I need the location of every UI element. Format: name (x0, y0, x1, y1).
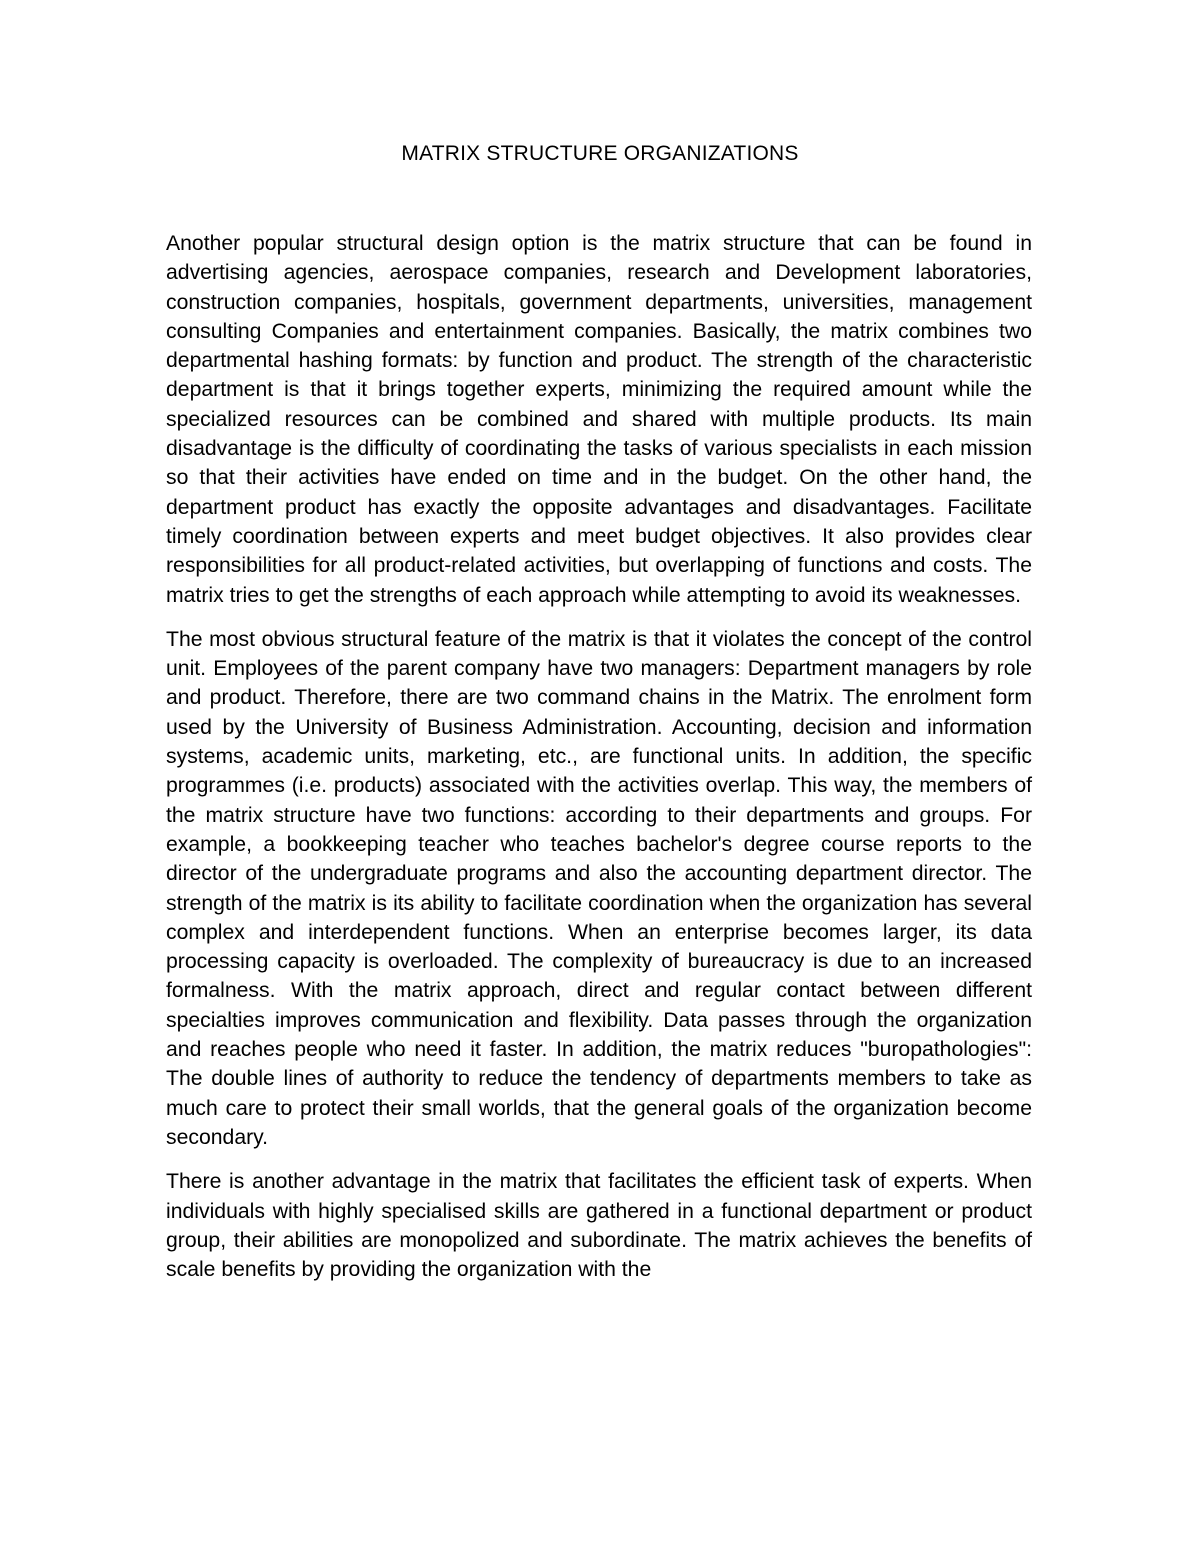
paragraph-2: The most obvious structural feature of the matrix is that it violates the concept of the control unit. Employees of the parent company have two managers: Department managers by role and product. Therefore, there are two command chains in the Matrix. The enrolment form used by the University of Business Administration. Accounting, decision and information systems, academic units, marketing, etc., are functional units. In addition, the specific programmes (i.e. products) associated with the activities overlap. This way, the members of the matrix structure have two functions: according to their departments and groups. For example, a bookkeeping teacher who teaches bachelor's degree course reports to the director of the undergraduate programs and also the accounting department director. The strength of the matrix is its ability to facilitate coordination when the organization has several complex and interdependent functions. When an enterprise becomes larger, its data processing capacity is overloaded. The complexity of bureaucracy is due to an increased formalness. With the matrix approach, direct and regular contact between different specialties improves communication and flexibility. Data passes through the organization and reaches people who need it faster. In addition, the matrix reduces "buropathologies": The double lines of authority to reduce the tendency of departments members to take as much care to protect their small worlds, that the general goals of the organization become secondary. (166, 627, 1032, 1149)
paragraph-3: There is another advantage in the matrix that facilitates the efficient task of experts. When individuals with highly specialised skills are gathered in a functional department or product group, their abilities are monopolized and subordinate. The matrix achieves the benefits of scale benefits by providing the organization with the (166, 1170, 1032, 1282)
document-title: MATRIX STRUCTURE ORGANIZATIONS (401, 142, 799, 165)
document-body (166, 229, 1032, 1299)
paragraph-1: Another popular structural design option is the matrix structure that can be found in advertising agencies, aerospace companies, research and Development laboratories, construction companies, hospitals, government departments, universities, management consulting Companies and entertainment companies. Basically, the matrix combines two departmental hashing formats: by function and product. The strength of the characteristic department is that it brings together experts, minimizing the required amount while the specialized resources can be combined and shared with multiple products. Its main disadvantage is the difficulty of coordinating the tasks of various specialists in each mission so that their activities have ended on time and in the budget. On the other hand, the department product has exactly the opposite advantages and disadvantages. Facilitate timely coordination between experts and meet budget objectives. It also provides clear responsibilities for all product-related activities, but overlapping of functions and costs. The matrix tries to get the strengths of each approach while attempting to avoid its weaknesses. (166, 232, 1032, 607)
